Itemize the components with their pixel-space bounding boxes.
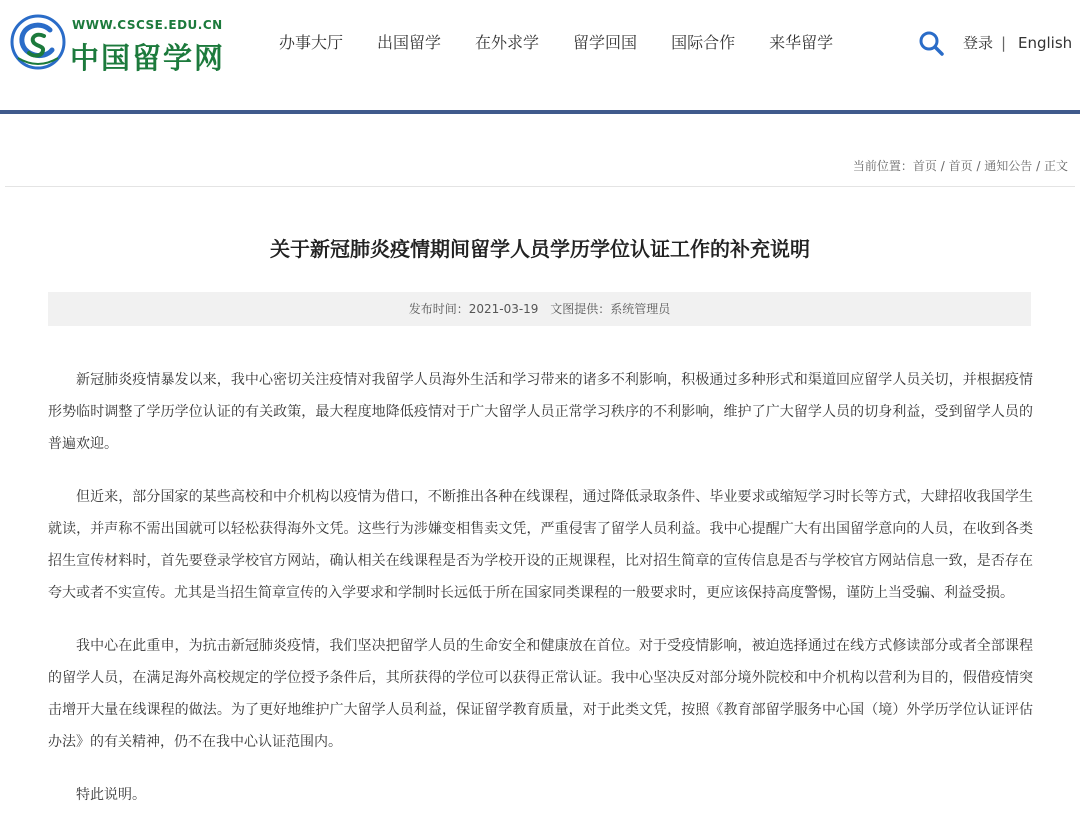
nav-item-return[interactable]: 留学回国 xyxy=(573,33,638,52)
search-icon[interactable] xyxy=(918,30,944,56)
nav-item-study-in-china[interactable]: 来华留学 xyxy=(769,33,834,52)
breadcrumb-separator: / xyxy=(972,159,985,173)
breadcrumb-separator: / xyxy=(936,159,949,173)
article-paragraph: 但近来，部分国家的某些高校和中介机构以疫情为借口，不断推出各种在线课程，通过降低录取条件、毕业要求或缩短学习时长等方式，大肆招收我国学生就读，并声称不需出国就可以轻松获得海外文凭。这些行为涉嫌变相售卖文凭，严重侵害了留学人员利益。我中心提醒广大有出国留学意向的人员，在收到各类招生宣传材料时，首先要登录学校官方网站，确认相关在线课程是否为学校开设的正规课程，比对招生简章的宣传信息是否与学校官方网站信息一致，是否存在夸大或者不实宣传。尤其是当招生简章宣传的入学要求和学制时长远低于所在国家同类课程的一般要求时，更应该保持高度警惕，谨防上当受骗、利益受损。 xyxy=(48,489,1033,601)
article-paragraph: 我中心在此重申，为抗击新冠肺炎疫情，我们坚决把留学人员的生命安全和健康放在首位。对于受疫情影响，被迫选择通过在线方式修读部分或者全部课程的留学人员，在满足海外高校规定的学位授予条件后，其所获得的学位可以获得正常认证。我中心坚决反对部分境外院校和中介机构以营利为目的，假借疫情突击增开大量在线课程的做法。为了更好地维护广大留学人员利益，保证留学教育质量，对于此类文凭，按照《教育部留学服务中心国（境）外学历学位认证评估办法》的有关精神，仍不在我中心认证范围内。 xyxy=(48,638,1033,750)
article-title: 关于新冠肺炎疫情期间留学人员学历学位认证工作的补充说明 xyxy=(270,237,810,261)
article-body xyxy=(48,364,1033,832)
breadcrumb-separator: / xyxy=(1032,159,1044,173)
nav-item-international-cooperation[interactable]: 国际合作 xyxy=(671,33,736,52)
source-name: 系统管理员 xyxy=(610,302,671,316)
breadcrumb xyxy=(853,157,1068,174)
breadcrumb-home[interactable]: 首页 xyxy=(912,159,937,173)
publish-info xyxy=(409,302,539,316)
article-meta xyxy=(48,292,1031,326)
article-closing: 特此说明。 xyxy=(76,787,146,803)
site-header xyxy=(0,0,1080,110)
source-info xyxy=(550,302,670,316)
breadcrumb-current: 正文 xyxy=(1043,159,1068,173)
login-link[interactable]: 登录 xyxy=(963,34,994,52)
breadcrumb-prefix: 当前位置： xyxy=(852,159,913,173)
breadcrumb-divider xyxy=(5,186,1075,187)
english-link[interactable]: English xyxy=(1018,34,1073,52)
nav-item-study-abroad[interactable]: 出国留学 xyxy=(377,33,442,52)
article-paragraph: 新冠肺炎疫情暴发以来，我中心密切关注疫情对我留学人员海外生活和学习带来的诸多不利影响，积极通过多种形式和渠道回应留学人员关切，并根据疫情形势临时调整了学历学位认证的有关政策，最大程度地降低疫情对于广大留学人员正常学习秩序的不利影响，维护了广大留学人员的切身利益，受到留学人员的普遍欢迎。 xyxy=(48,372,1033,452)
main-nav xyxy=(262,30,850,56)
header-separator: | xyxy=(1001,34,1007,52)
nav-item-studying-overseas[interactable]: 在外求学 xyxy=(475,33,540,52)
site-logo[interactable] xyxy=(10,14,226,75)
site-url: WWW.CSCSE.EDU.CN xyxy=(72,18,223,32)
cscse-logo-icon xyxy=(10,14,66,70)
site-name: 中国留学网 xyxy=(70,41,226,75)
publish-date: 2021-03-19 xyxy=(468,302,539,316)
nav-item-service-hall[interactable]: 办事大厅 xyxy=(279,33,344,52)
source-label: 文图提供： xyxy=(550,302,611,316)
header-divider-bar xyxy=(0,110,1080,114)
breadcrumb-notices[interactable]: 通知公告 xyxy=(984,159,1033,173)
publish-label: 发布时间： xyxy=(408,302,469,316)
breadcrumb-home-2[interactable]: 首页 xyxy=(948,159,973,173)
